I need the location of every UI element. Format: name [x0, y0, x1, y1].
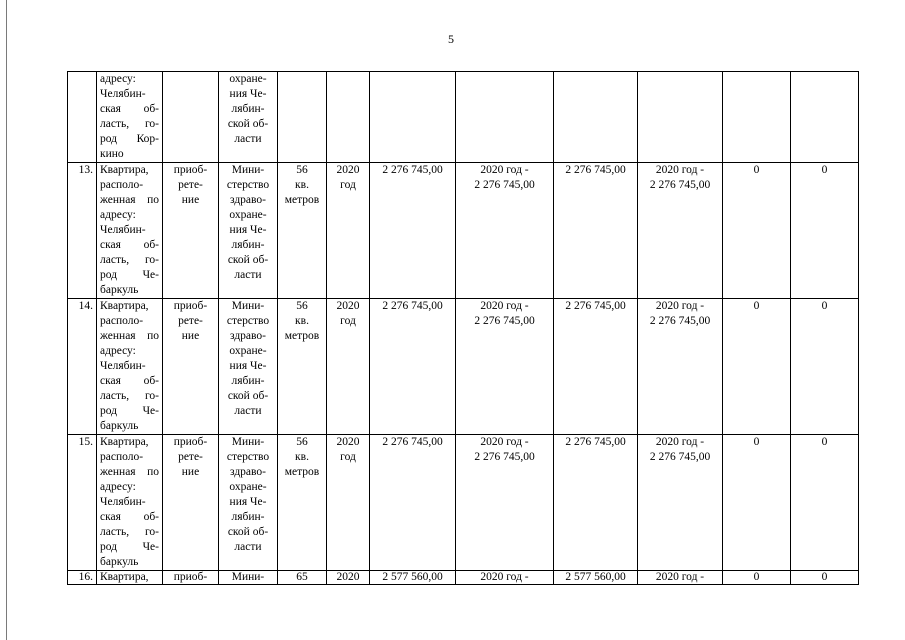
- cell-line: располо-: [100, 451, 144, 463]
- cell-object: [97, 163, 163, 299]
- cell-line: Квартира,: [100, 300, 149, 312]
- cell-line: год: [340, 315, 356, 327]
- cell-line: метров: [284, 466, 320, 478]
- cell-line: лябин-: [231, 239, 265, 251]
- cell-line: кв.: [295, 179, 309, 191]
- cell-line: ласть, го-: [100, 254, 159, 266]
- cell-area: [278, 435, 327, 571]
- cell-owner: [219, 163, 278, 299]
- cell-line: ская об-: [100, 103, 159, 115]
- cell-year: 2020: [327, 571, 370, 585]
- cell-line: адресу:: [100, 73, 136, 85]
- page-number: 5: [448, 32, 454, 46]
- cell-line: ласти: [234, 541, 262, 553]
- cell-line: 56: [296, 300, 308, 312]
- cell-line: 2 276 745,00: [649, 179, 711, 191]
- cell-line: род Че-: [100, 541, 159, 553]
- cell-line: 2020 год -: [480, 436, 529, 448]
- cell-line: ния Че-: [229, 360, 267, 372]
- cell-line: баркуль: [100, 556, 139, 568]
- cell-line: Мини-: [231, 164, 265, 176]
- cell-line: ния Че-: [229, 88, 267, 100]
- cell-line: ласть, го-: [100, 390, 159, 402]
- cell-object: [97, 299, 163, 435]
- table-row-continuation: [68, 72, 859, 163]
- cell-line: метров: [284, 194, 320, 206]
- cell-line: лябин-: [231, 375, 265, 387]
- cell-action: приоб-: [163, 571, 219, 585]
- cell-line: 2020 год -: [655, 164, 705, 176]
- cell-line: кв.: [295, 451, 309, 463]
- cell-area: [278, 163, 327, 299]
- cell-line: 56: [296, 164, 308, 176]
- cell-line: лябин-: [231, 511, 265, 523]
- cell-owner: Мини-: [219, 571, 278, 585]
- cell-action: [163, 72, 219, 163]
- cell-line: год: [340, 451, 356, 463]
- cell-action: [163, 163, 219, 299]
- cell-period-amount2: [638, 163, 723, 299]
- page-margin-line: [6, 0, 7, 640]
- cell-line: 2020: [336, 300, 360, 312]
- cell-line: охране-: [229, 209, 267, 221]
- cell-line: рете-: [178, 451, 203, 463]
- cell-num: 13.: [68, 163, 97, 299]
- cell-period-amount2: [638, 299, 723, 435]
- cell-num: 15.: [68, 435, 97, 571]
- cell-area: [278, 299, 327, 435]
- cell-line: стерство: [226, 451, 270, 463]
- cell-line: ласти: [234, 269, 262, 281]
- cell-line: Квартира,: [100, 164, 149, 176]
- cell-line: здраво-: [230, 194, 266, 206]
- cell-line: адресу:: [100, 481, 136, 493]
- cell-line: ской об-: [227, 526, 269, 538]
- cell-line: женная по: [100, 194, 159, 206]
- cell-line: женная по: [100, 466, 159, 478]
- cell-line: адресу:: [100, 209, 136, 221]
- cell-object: Квартира,: [97, 571, 163, 585]
- cell-line: ласти: [234, 133, 262, 145]
- cell-line: Челябин-: [100, 224, 146, 236]
- cell-line: приоб-: [173, 300, 208, 312]
- table-row: [68, 435, 859, 571]
- cell-line: охране-: [229, 345, 267, 357]
- cell-object: [97, 72, 163, 163]
- cell-line: 2 276 745,00: [474, 179, 535, 191]
- cell-amount: 2 276 745,00: [370, 299, 456, 435]
- cell-num: 16.: [68, 571, 97, 585]
- cell-line: лябин-: [231, 103, 265, 115]
- cell-year: [327, 72, 370, 163]
- cell-year: [327, 163, 370, 299]
- cell-line: располо-: [100, 179, 144, 191]
- cell-owner: [219, 299, 278, 435]
- cell-amount: [370, 72, 456, 163]
- cell-amount: 2 577 560,00: [370, 571, 456, 585]
- cell-zero1: 0: [723, 163, 791, 299]
- cell-line: 2020: [336, 436, 360, 448]
- cell-line: 2020 год -: [480, 164, 529, 176]
- cell-line: ласть, го-: [100, 526, 159, 538]
- cell-line: кв.: [295, 315, 309, 327]
- cell-line: 56: [296, 436, 308, 448]
- cell-line: рете-: [178, 179, 203, 191]
- cell-owner: [219, 72, 278, 163]
- cell-line: род Кор-: [100, 133, 159, 145]
- cell-line: Квартира,: [100, 436, 149, 448]
- cell-line: ской об-: [227, 390, 269, 402]
- cell-year: [327, 299, 370, 435]
- table-row: [68, 299, 859, 435]
- cell-line: ская об-: [100, 511, 159, 523]
- cell-line: ние: [181, 466, 200, 478]
- cell-amount: 2 276 745,00: [370, 163, 456, 299]
- cell-line: баркуль: [100, 284, 139, 296]
- cell-line: охране-: [229, 73, 267, 85]
- cell-line: 2020 год -: [655, 300, 705, 312]
- cell-line: ние: [181, 194, 200, 206]
- cell-line: ния Че-: [229, 224, 267, 236]
- cell-line: ская об-: [100, 375, 159, 387]
- cell-amount2: [554, 72, 638, 163]
- cell-zero2: 0: [791, 571, 859, 585]
- cell-line: ская об-: [100, 239, 159, 251]
- cell-line: ние: [181, 330, 200, 342]
- cell-line: Челябин-: [100, 88, 146, 100]
- cell-period-amount: [456, 299, 554, 435]
- cell-zero2: 0: [791, 299, 859, 435]
- cell-line: 2020 год -: [655, 436, 705, 448]
- cell-num: [68, 72, 97, 163]
- cell-action: [163, 435, 219, 571]
- cell-amount2: 2 276 745,00: [554, 435, 638, 571]
- cell-line: Мини-: [231, 300, 265, 312]
- cell-period-amount2: [638, 72, 723, 163]
- cell-line: 2020: [336, 164, 360, 176]
- cell-line: стерство: [226, 315, 270, 327]
- cell-line: женная по: [100, 330, 159, 342]
- cell-line: 2 276 745,00: [474, 315, 535, 327]
- cell-line: 2 276 745,00: [474, 451, 535, 463]
- cell-line: рете-: [178, 315, 203, 327]
- cell-line: ской об-: [227, 118, 269, 130]
- cell-period-amount: 2020 год -: [456, 571, 554, 585]
- cell-period-amount: [456, 163, 554, 299]
- cell-line: род Че-: [100, 269, 159, 281]
- cell-line: баркуль: [100, 420, 139, 432]
- cell-line: кино: [100, 148, 124, 160]
- cell-line: 2 276 745,00: [649, 315, 711, 327]
- cell-line: ласть, го-: [100, 118, 159, 130]
- cell-zero1: 0: [723, 435, 791, 571]
- cell-zero1: 0: [723, 299, 791, 435]
- cell-line: здраво-: [230, 466, 266, 478]
- table-row: [68, 163, 859, 299]
- cell-line: Мини-: [231, 436, 265, 448]
- cell-zero2: [791, 72, 859, 163]
- cell-line: адресу:: [100, 345, 136, 357]
- cell-line: род Че-: [100, 405, 159, 417]
- cell-line: стерство: [226, 179, 270, 191]
- cell-line: метров: [284, 330, 320, 342]
- cell-amount2: 2 276 745,00: [554, 299, 638, 435]
- cell-area: [278, 72, 327, 163]
- cell-line: 2 276 745,00: [649, 451, 711, 463]
- cell-line: ской об-: [227, 254, 269, 266]
- cell-line: ласти: [234, 405, 262, 417]
- cell-amount2: 2 276 745,00: [554, 163, 638, 299]
- cell-line: Челябин-: [100, 496, 146, 508]
- cell-line: 2020 год -: [480, 300, 529, 312]
- cell-zero1: 0: [723, 571, 791, 585]
- cell-object: [97, 435, 163, 571]
- cell-period-amount: [456, 72, 554, 163]
- cell-amount2: 2 577 560,00: [554, 571, 638, 585]
- cell-year: [327, 435, 370, 571]
- cell-period-amount: [456, 435, 554, 571]
- cell-line: располо-: [100, 315, 144, 327]
- cell-period-amount2: 2020 год -: [638, 571, 723, 585]
- cell-owner: [219, 435, 278, 571]
- cell-zero2: 0: [791, 163, 859, 299]
- cell-zero2: 0: [791, 435, 859, 571]
- cell-line: приоб-: [173, 436, 208, 448]
- cell-line: охране-: [229, 481, 267, 493]
- cell-zero1: [723, 72, 791, 163]
- cell-amount: 2 276 745,00: [370, 435, 456, 571]
- table-row-partial: [68, 571, 859, 585]
- cell-line: ния Че-: [229, 496, 267, 508]
- property-table: [67, 71, 859, 585]
- cell-line: здраво-: [230, 330, 266, 342]
- cell-num: 14.: [68, 299, 97, 435]
- cell-action: [163, 299, 219, 435]
- cell-area: 65: [278, 571, 327, 585]
- cell-line: приоб-: [173, 164, 208, 176]
- cell-period-amount2: [638, 435, 723, 571]
- cell-line: год: [340, 179, 356, 191]
- cell-line: Челябин-: [100, 360, 146, 372]
